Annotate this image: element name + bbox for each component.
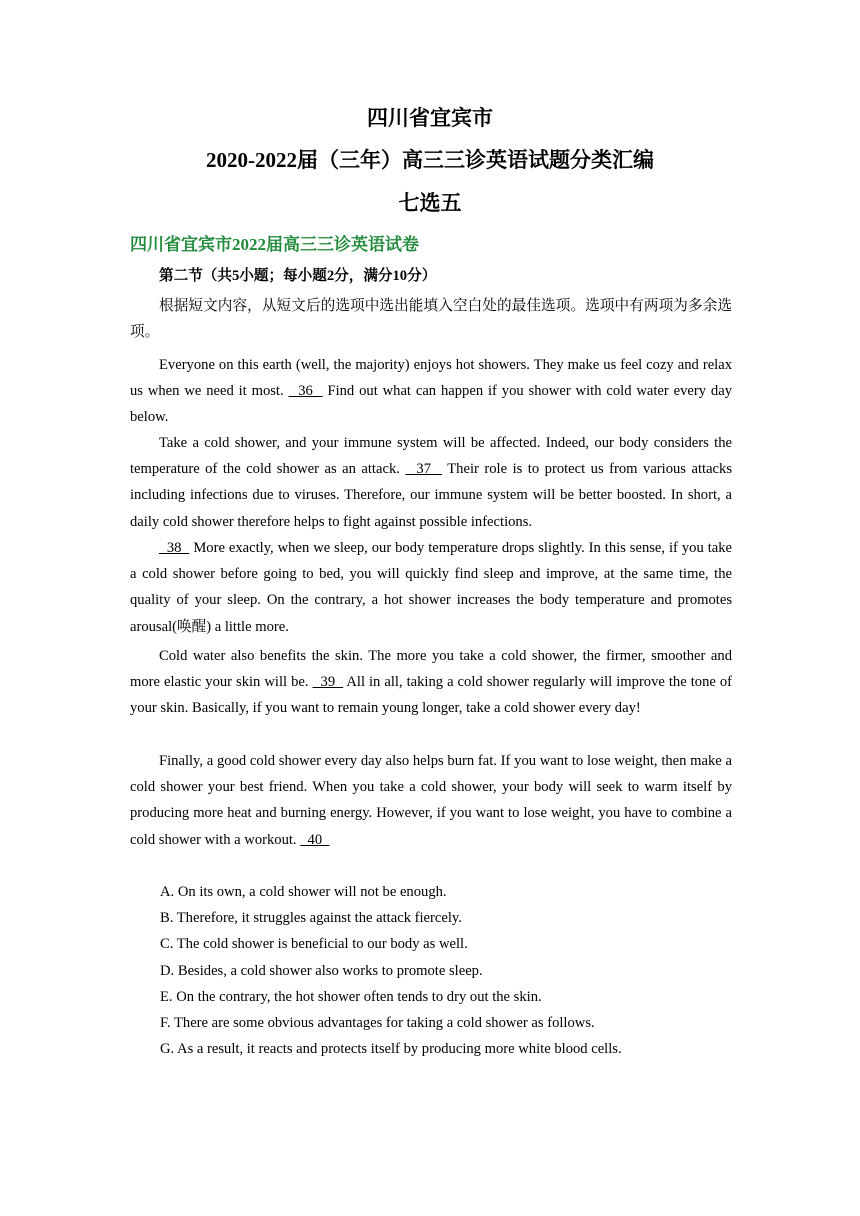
- title-line-1: 四川省宜宾市: [367, 106, 493, 130]
- option-a: A. On its own, a cold shower will not be enough.: [160, 884, 447, 900]
- part-heading: 第二节（共5小题；每小题2分，满分10分）: [159, 268, 437, 284]
- paragraph-2-text-a: Take a cold shower, and your immune system will be affected. Indeed, our body considers the temperature of the cold shower as an attack.: [130, 435, 732, 478]
- option-d: D. Besides, a cold shower also works to promote sleep.: [160, 962, 483, 979]
- blank-37: 37: [405, 461, 443, 478]
- paragraph-1-text-b: Find out what can happen if you shower with cold water every day below.: [130, 383, 732, 426]
- paragraph-4-text-b: All in all, taking a cold shower regularly will improve the tone of your skin. Basically, if you want to remain young longer, take a cold shower every day!: [130, 674, 733, 717]
- paragraph-5: [130, 748, 732, 853]
- blank-36: 36: [288, 383, 323, 400]
- option-c: C. The cold shower is beneficial to our body as well.: [160, 936, 468, 953]
- title-line-2: 2020-2022届（三年）高三三诊英语试题分类汇编: [206, 148, 654, 172]
- blank-40: 40: [300, 831, 330, 848]
- option-e: E. On the contrary, the hot shower often tends to dry out the skin.: [160, 988, 542, 1005]
- paragraph-4: [130, 643, 732, 722]
- paragraph-3: [130, 535, 732, 640]
- blank-39: 39: [312, 674, 344, 691]
- section-title: 四川省宜宾市2022届高三三诊英语试卷: [130, 235, 419, 254]
- paragraph-1-text-a: Everyone on this earth (well, the majority) enjoys hot showers. They make us feel cozy and relax us when we need it most.: [130, 357, 732, 400]
- paragraph-5-text: Finally, a good cold shower every day also helps burn fat. If you want to lose weight, then make a cold shower your best friend. When you take a cold shower, your body will seek to warm itself by producing more heat and burning energy. However, if you want to lose weight, you have to combine a cold shower with a workout.: [130, 753, 732, 848]
- paragraph-4-text-a: Cold water also benefits the skin. The more you take a cold shower, the firmer, smoother and more elastic your skin will be.: [130, 648, 732, 691]
- blank-38: 38: [159, 540, 190, 556]
- paragraph-3-text: More exactly, when we sleep, our body temperature drops slightly. In this sense, if you take a cold shower before going to bed, you will quickly find sleep and improve, at the same time, the quality of your sleep. On the contrary, a hot shower increases the body temperature and promotes arousal(唤醒) a little more.: [130, 540, 732, 635]
- paragraph-2: [130, 430, 732, 535]
- paragraph-1: [130, 352, 732, 431]
- option-f: F. There are some obvious advantages for taking a cold shower as follows.: [160, 1015, 595, 1032]
- option-b: B. Therefore, it struggles against the attack fiercely.: [160, 910, 462, 927]
- paragraph-2-text-b: Their role is to protect us from various attacks including infections due to viruses. Therefore, our immune system will be better boosted. In short, a daily cold shower therefore helps to fight against possible infections.: [130, 461, 733, 530]
- options-list: [160, 879, 740, 1062]
- instructions: 根据短文内容，从短文后的选项中选出能填入空白处的最佳选项。选项中有两项为多余选项。: [130, 298, 732, 341]
- title-line-3: 七选五: [398, 191, 462, 215]
- option-g: G. As a result, it reacts and protects itself by producing more white blood cells.: [160, 1041, 622, 1058]
